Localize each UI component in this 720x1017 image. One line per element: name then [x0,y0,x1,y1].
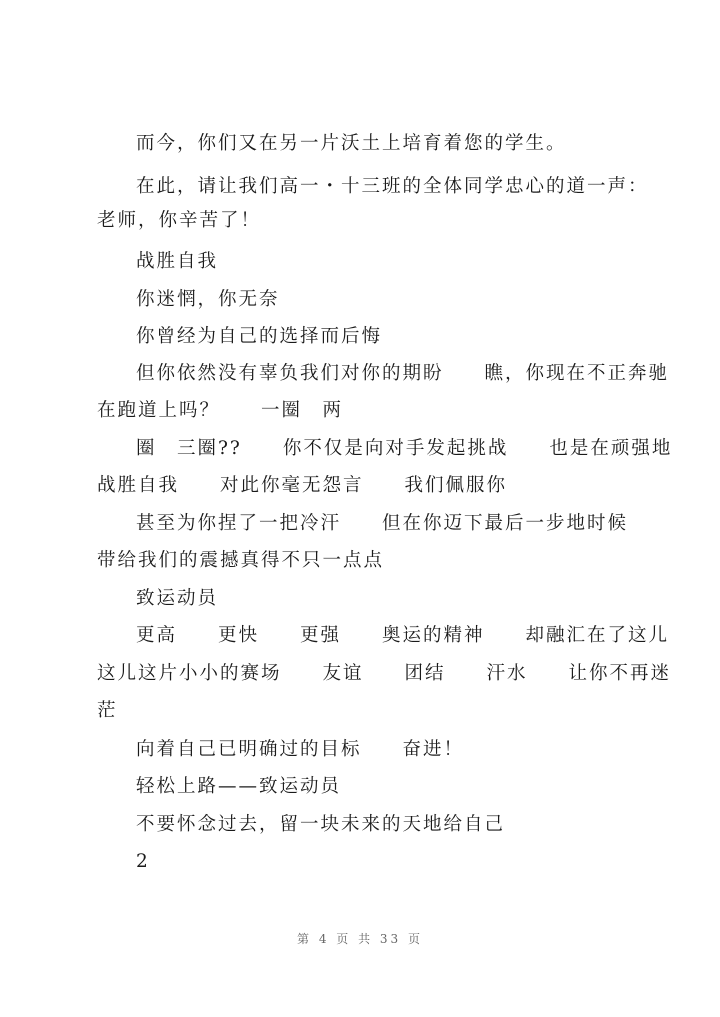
text-line: 更高 更快 更强 奥运的精神 却融汇在了这儿 [136,625,670,646]
text-line: 战胜自我 对此你毫无怨言 我们佩服你 [97,475,508,496]
text-line: 战胜自我 [136,251,219,272]
text-line: 不要怀念过去，留一块未来的天地给自己 [136,814,506,835]
text-line: 向着自己已明确过的目标 奋进！ [136,739,465,760]
text-line: 2 [136,851,150,872]
text-line: 但你依然没有辜负我们对你的期盼 瞧，你现在不正奔驰 [136,363,670,384]
text-line: 你迷惘，你无奈 [136,289,280,310]
text-line: 你曾经为自己的选择而后悔 [136,326,383,347]
text-line: 圈 三圈?? 你不仅是向对手发起挑战 也是在顽强地 [136,438,673,459]
text-line: 而今，你们又在另一片沃土上培育着您的学生。 [136,133,567,154]
text-line: 甚至为你捏了一把冷汗 但在你迈下最后一步地时候 [136,513,629,534]
text-line: 致运动员 [136,588,219,609]
text-line: 带给我们的震撼真得不只一点点 [97,550,385,571]
text-line: 茫 [97,700,118,721]
text-line: 轻松上路——致运动员 [136,776,342,797]
text-line: 在此，请让我们高一・十三班的全体同学忠心的道一声： [136,176,649,197]
text-line: 在跑道上吗？ 一圈 两 [97,400,344,421]
text-line: 老师，你辛苦了！ [97,210,262,231]
text-line: 这儿这片小小的赛场 友谊 团结 汗水 让你不再迷 [97,663,672,684]
page-footer: 第 4 页 共 33 页 [297,932,423,946]
